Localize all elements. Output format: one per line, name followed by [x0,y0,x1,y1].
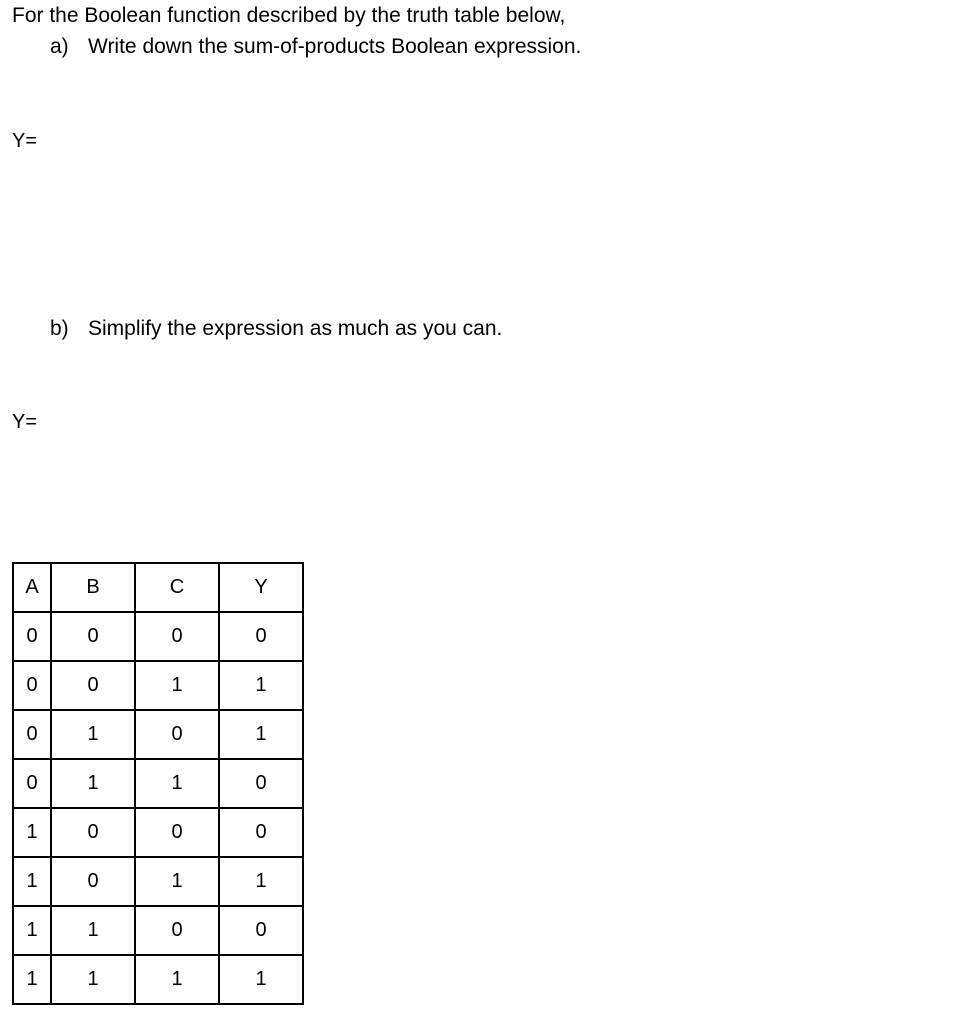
header-y: Y [219,563,303,612]
answer-a-label: Y= [12,130,38,152]
cell-b: 1 [51,955,135,1004]
cell-a: 1 [13,857,51,906]
table-row [13,661,303,710]
question-b-text: Simplify the expression as much as you can. [88,317,503,340]
cell-a: 1 [13,955,51,1004]
cell-b: 0 [51,612,135,661]
header-c: C [135,563,219,612]
cell-y: 1 [219,661,303,710]
table-row [13,808,303,857]
table-row [13,612,303,661]
header-b: B [51,563,135,612]
cell-a: 0 [13,661,51,710]
cell-c: 1 [135,955,219,1004]
truth-table [12,562,304,1005]
truth-table-header-row [13,563,303,612]
cell-c: 0 [135,710,219,759]
cell-a: 0 [13,759,51,808]
table-row [13,857,303,906]
cell-y: 1 [219,955,303,1004]
cell-c: 1 [135,661,219,710]
question-a-text: Write down the sum-of-products Boolean expression. [88,35,582,58]
cell-b: 1 [51,759,135,808]
cell-c: 1 [135,759,219,808]
intro-text: For the Boolean function described by the truth table below, [12,4,566,27]
cell-b: 0 [51,857,135,906]
cell-y: 1 [219,857,303,906]
question-b-label: b) [50,317,69,340]
question-a [50,33,581,61]
cell-c: 0 [135,906,219,955]
cell-y: 0 [219,759,303,808]
cell-a: 0 [13,710,51,759]
cell-y: 0 [219,808,303,857]
cell-c: 1 [135,857,219,906]
cell-a: 0 [13,612,51,661]
cell-b: 1 [51,710,135,759]
table-row [13,759,303,808]
header-a: A [13,563,51,612]
table-row [13,906,303,955]
cell-y: 0 [219,612,303,661]
cell-c: 0 [135,808,219,857]
cell-y: 0 [219,906,303,955]
question-a-label: a) [50,35,69,58]
cell-y: 1 [219,710,303,759]
table-row [13,955,303,1004]
table-row [13,710,303,759]
cell-a: 1 [13,906,51,955]
cell-b: 0 [51,661,135,710]
question-b [50,315,502,343]
cell-c: 0 [135,612,219,661]
cell-b: 1 [51,906,135,955]
cell-a: 1 [13,808,51,857]
cell-b: 0 [51,808,135,857]
answer-b-label: Y= [12,411,38,433]
